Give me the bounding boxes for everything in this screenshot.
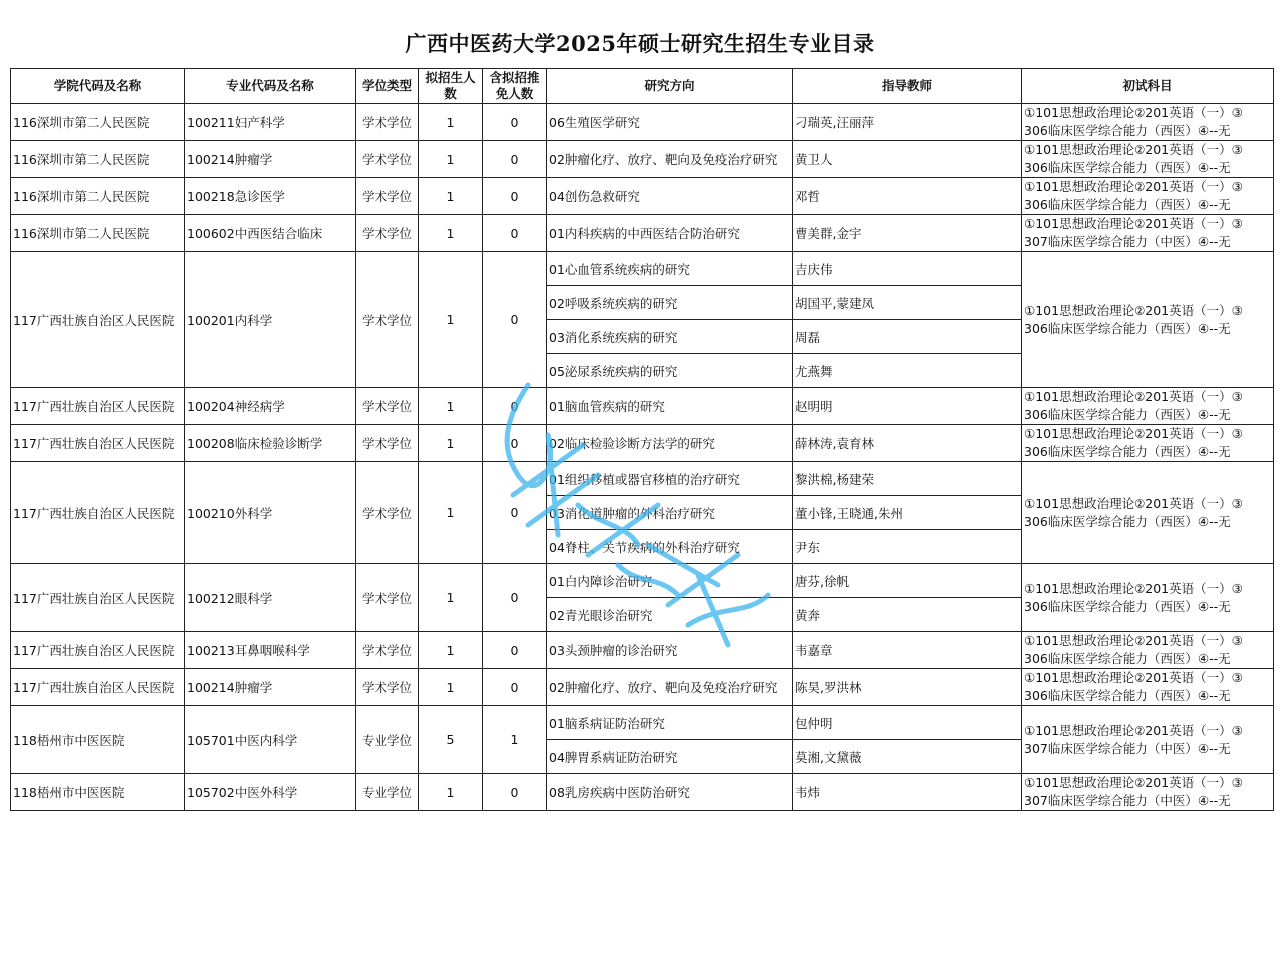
direction-cell: 04脊柱、关节疾病的外科治疗研究 xyxy=(547,530,793,564)
exam-subjects-cell xyxy=(1022,104,1274,141)
exam-subjects-cell xyxy=(1022,564,1274,632)
college-cell: 117广西壮族自治区人民医院 xyxy=(11,669,185,706)
plan-count-cell: 1 xyxy=(419,669,483,706)
major-cell: 100211妇产科学 xyxy=(185,104,356,141)
exam-line-1: ①101思想政治理论②201英语（一）③ xyxy=(1024,426,1243,441)
table-row xyxy=(11,564,1274,598)
degree-cell: 学术学位 xyxy=(356,462,419,564)
exam-subjects-cell xyxy=(1022,669,1274,706)
table-row xyxy=(11,669,1274,706)
tutor-cell: 陈昊,罗洪林 xyxy=(793,669,1022,706)
exam-line-2: 306临床医学综合能力（西医）④--无 xyxy=(1024,513,1231,529)
tutor-cell: 赵明明 xyxy=(793,388,1022,425)
tutor-cell: 吉庆伟 xyxy=(793,252,1022,286)
degree-cell: 学术学位 xyxy=(356,215,419,252)
direction-cell: 03头颈肿瘤的诊治研究 xyxy=(547,632,793,669)
table-row xyxy=(11,104,1274,141)
tutor-cell: 韦炜 xyxy=(793,774,1022,811)
college-cell: 117广西壮族自治区人民医院 xyxy=(11,564,185,632)
exempt-count-cell: 0 xyxy=(483,141,547,178)
direction-cell: 05泌尿系统疾病的研究 xyxy=(547,354,793,388)
table-row xyxy=(11,774,1274,811)
plan-count-cell: 1 xyxy=(419,178,483,215)
college-cell: 117广西壮族自治区人民医院 xyxy=(11,425,185,462)
plan-count-cell: 1 xyxy=(419,462,483,564)
exam-subjects-cell xyxy=(1022,632,1274,669)
exempt-count-cell: 1 xyxy=(483,706,547,774)
tutor-cell: 胡国平,蒙建凤 xyxy=(793,286,1022,320)
table-row xyxy=(11,252,1274,286)
table-row xyxy=(11,462,1274,496)
major-cell: 100210外科学 xyxy=(185,462,356,564)
exam-line-1: ①101思想政治理论②201英语（一）③ xyxy=(1024,775,1243,790)
table-row xyxy=(11,388,1274,425)
college-cell: 116深圳市第二人民医院 xyxy=(11,104,185,141)
degree-cell: 学术学位 xyxy=(356,632,419,669)
degree-cell: 学术学位 xyxy=(356,104,419,141)
exam-subjects-cell xyxy=(1022,706,1274,774)
exempt-count-cell: 0 xyxy=(483,632,547,669)
exam-line-2: 306临床医学综合能力（西医）④--无 xyxy=(1024,197,1231,212)
exempt-count-cell: 0 xyxy=(483,104,547,141)
major-cell: 100214肿瘤学 xyxy=(185,141,356,178)
exam-subjects-cell xyxy=(1022,141,1274,178)
exam-line-1: ①101思想政治理论②201英语（一）③ xyxy=(1024,722,1243,738)
direction-cell: 04创伤急救研究 xyxy=(547,178,793,215)
direction-cell: 02青光眼诊治研究 xyxy=(547,598,793,632)
exam-subjects-cell xyxy=(1022,215,1274,252)
major-cell: 100204神经病学 xyxy=(185,388,356,425)
tutor-cell: 包仲明 xyxy=(793,706,1022,740)
header-degree: 学位类型 xyxy=(356,69,419,104)
tutor-cell: 曹美群,金宇 xyxy=(793,215,1022,252)
tutor-cell: 黄奔 xyxy=(793,598,1022,632)
exam-subjects-cell xyxy=(1022,462,1274,564)
exam-subjects-cell xyxy=(1022,178,1274,215)
table-row xyxy=(11,632,1274,669)
exam-subjects-cell xyxy=(1022,425,1274,462)
exempt-count-cell: 0 xyxy=(483,178,547,215)
exempt-count-cell: 0 xyxy=(483,388,547,425)
major-cell: 100208临床检验诊断学 xyxy=(185,425,356,462)
tutor-cell: 董小锋,王晓通,朱州 xyxy=(793,496,1022,530)
exam-line-1: ①101思想政治理论②201英语（一）③ xyxy=(1024,142,1243,157)
major-cell: 100602中西医结合临床 xyxy=(185,215,356,252)
exam-line-1: ①101思想政治理论②201英语（一）③ xyxy=(1024,216,1243,231)
degree-cell: 学术学位 xyxy=(356,178,419,215)
exam-line-2: 306临床医学综合能力（西医）④--无 xyxy=(1024,160,1231,175)
college-cell: 117广西壮族自治区人民医院 xyxy=(11,462,185,564)
direction-cell: 01脑系病证防治研究 xyxy=(547,706,793,740)
tutor-cell: 尤燕舞 xyxy=(793,354,1022,388)
plan-count-cell: 1 xyxy=(419,425,483,462)
exam-subjects-cell xyxy=(1022,388,1274,425)
college-cell: 118梧州市中医医院 xyxy=(11,706,185,774)
tutor-cell: 黎洪棉,杨建荣 xyxy=(793,462,1022,496)
table-row xyxy=(11,215,1274,252)
college-cell: 116深圳市第二人民医院 xyxy=(11,141,185,178)
exempt-count-cell: 0 xyxy=(483,425,547,462)
degree-cell: 学术学位 xyxy=(356,425,419,462)
exam-line-2: 306临床医学综合能力（西医）④--无 xyxy=(1024,688,1231,703)
header-exam: 初试科目 xyxy=(1022,69,1274,104)
direction-cell: 01白内障诊治研究 xyxy=(547,564,793,598)
exam-line-1: ①101思想政治理论②201英语（一）③ xyxy=(1024,670,1243,685)
exam-line-1: ①101思想政治理论②201英语（一）③ xyxy=(1024,389,1243,404)
exam-subjects-cell xyxy=(1022,252,1274,388)
header-plan: 拟招生人数 xyxy=(419,69,483,104)
major-cell: 105701中医内科学 xyxy=(185,706,356,774)
header-major: 专业代码及名称 xyxy=(185,69,356,104)
major-cell: 100213耳鼻咽喉科学 xyxy=(185,632,356,669)
exam-line-2: 306临床医学综合能力（西医）④--无 xyxy=(1024,407,1231,422)
degree-cell: 学术学位 xyxy=(356,564,419,632)
exam-line-1: ①101思想政治理论②201英语（一）③ xyxy=(1024,302,1243,318)
direction-cell: 01内科疾病的中西医结合防治研究 xyxy=(547,215,793,252)
tutor-cell: 黄卫人 xyxy=(793,141,1022,178)
tutor-cell: 唐芬,徐帆 xyxy=(793,564,1022,598)
exam-line-1: ①101思想政治理论②201英语（一）③ xyxy=(1024,105,1243,120)
exam-line-2: 306临床医学综合能力（西医）④--无 xyxy=(1024,651,1231,666)
exam-line-2: 306临床医学综合能力（西医）④--无 xyxy=(1024,598,1231,614)
catalog-table xyxy=(10,68,1274,811)
page-title: 广西中医药大学2025年硕士研究生招生专业目录 xyxy=(405,31,875,56)
major-cell: 100212眼科学 xyxy=(185,564,356,632)
plan-count-cell: 1 xyxy=(419,564,483,632)
exam-line-2: 307临床医学综合能力（中医）④--无 xyxy=(1024,793,1231,808)
header-college: 学院代码及名称 xyxy=(11,69,185,104)
exam-line-2: 306临床医学综合能力（西医）④--无 xyxy=(1024,320,1231,336)
college-cell: 117广西壮族自治区人民医院 xyxy=(11,388,185,425)
plan-count-cell: 1 xyxy=(419,104,483,141)
plan-count-cell: 1 xyxy=(419,774,483,811)
direction-cell: 01组织移植或器官移植的治疗研究 xyxy=(547,462,793,496)
college-cell: 117广西壮族自治区人民医院 xyxy=(11,632,185,669)
exam-line-1: ①101思想政治理论②201英语（一）③ xyxy=(1024,179,1243,194)
header-tutor: 指导教师 xyxy=(793,69,1022,104)
direction-cell: 08乳房疾病中医防治研究 xyxy=(547,774,793,811)
exempt-count-cell: 0 xyxy=(483,215,547,252)
exam-subjects-cell xyxy=(1022,774,1274,811)
plan-count-cell: 1 xyxy=(419,388,483,425)
plan-count-cell: 1 xyxy=(419,252,483,388)
exempt-count-cell: 0 xyxy=(483,774,547,811)
tutor-cell: 邓哲 xyxy=(793,178,1022,215)
tutor-cell: 尹东 xyxy=(793,530,1022,564)
direction-cell: 02肿瘤化疗、放疗、靶向及免疫治疗研究 xyxy=(547,141,793,178)
exempt-count-cell: 0 xyxy=(483,564,547,632)
degree-cell: 专业学位 xyxy=(356,706,419,774)
degree-cell: 学术学位 xyxy=(356,388,419,425)
direction-cell: 01脑血管疾病的研究 xyxy=(547,388,793,425)
direction-cell: 03消化系统疾病的研究 xyxy=(547,320,793,354)
degree-cell: 学术学位 xyxy=(356,669,419,706)
table-row xyxy=(11,425,1274,462)
plan-count-cell: 1 xyxy=(419,632,483,669)
college-cell: 116深圳市第二人民医院 xyxy=(11,178,185,215)
table-row xyxy=(11,178,1274,215)
exempt-count-cell: 0 xyxy=(483,669,547,706)
tutor-cell: 莫湘,文黛薇 xyxy=(793,740,1022,774)
tutor-cell: 韦嘉章 xyxy=(793,632,1022,669)
catalog-body xyxy=(11,104,1274,811)
table-row xyxy=(11,706,1274,740)
header-exempt: 含拟招推免人数 xyxy=(483,69,547,104)
direction-cell: 02肿瘤化疗、放疗、靶向及免疫治疗研究 xyxy=(547,669,793,706)
plan-count-cell: 1 xyxy=(419,215,483,252)
degree-cell: 专业学位 xyxy=(356,774,419,811)
exam-line-1: ①101思想政治理论②201英语（一）③ xyxy=(1024,495,1243,511)
direction-cell: 02呼吸系统疾病的研究 xyxy=(547,286,793,320)
exam-line-2: 307临床医学综合能力（中医）④--无 xyxy=(1024,740,1231,756)
exam-line-1: ①101思想政治理论②201英语（一）③ xyxy=(1024,580,1243,596)
direction-cell: 01心血管系统疾病的研究 xyxy=(547,252,793,286)
college-cell: 116深圳市第二人民医院 xyxy=(11,215,185,252)
college-cell: 117广西壮族自治区人民医院 xyxy=(11,252,185,388)
direction-cell: 03消化道肿瘤的外科治疗研究 xyxy=(547,496,793,530)
degree-cell: 学术学位 xyxy=(356,141,419,178)
direction-cell: 06生殖医学研究 xyxy=(547,104,793,141)
direction-cell: 04脾胃系病证防治研究 xyxy=(547,740,793,774)
exam-line-2: 307临床医学综合能力（中医）④--无 xyxy=(1024,234,1231,249)
tutor-cell: 周磊 xyxy=(793,320,1022,354)
college-cell: 118梧州市中医医院 xyxy=(11,774,185,811)
major-cell: 100218急诊医学 xyxy=(185,178,356,215)
header-direction: 研究方向 xyxy=(547,69,793,104)
exam-line-1: ①101思想政治理论②201英语（一）③ xyxy=(1024,633,1243,648)
degree-cell: 学术学位 xyxy=(356,252,419,388)
header-row xyxy=(11,69,1274,104)
major-cell: 100201内科学 xyxy=(185,252,356,388)
major-cell: 100214肿瘤学 xyxy=(185,669,356,706)
exempt-count-cell: 0 xyxy=(483,462,547,564)
exam-line-2: 306临床医学综合能力（西医）④--无 xyxy=(1024,444,1231,459)
exam-line-2: 306临床医学综合能力（西医）④--无 xyxy=(1024,123,1231,138)
plan-count-cell: 1 xyxy=(419,141,483,178)
major-cell: 105702中医外科学 xyxy=(185,774,356,811)
direction-cell: 02临床检验诊断方法学的研究 xyxy=(547,425,793,462)
tutor-cell: 薛林涛,袁育林 xyxy=(793,425,1022,462)
tutor-cell: 刁瑞英,汪丽萍 xyxy=(793,104,1022,141)
table-row xyxy=(11,141,1274,178)
exempt-count-cell: 0 xyxy=(483,252,547,388)
plan-count-cell: 5 xyxy=(419,706,483,774)
